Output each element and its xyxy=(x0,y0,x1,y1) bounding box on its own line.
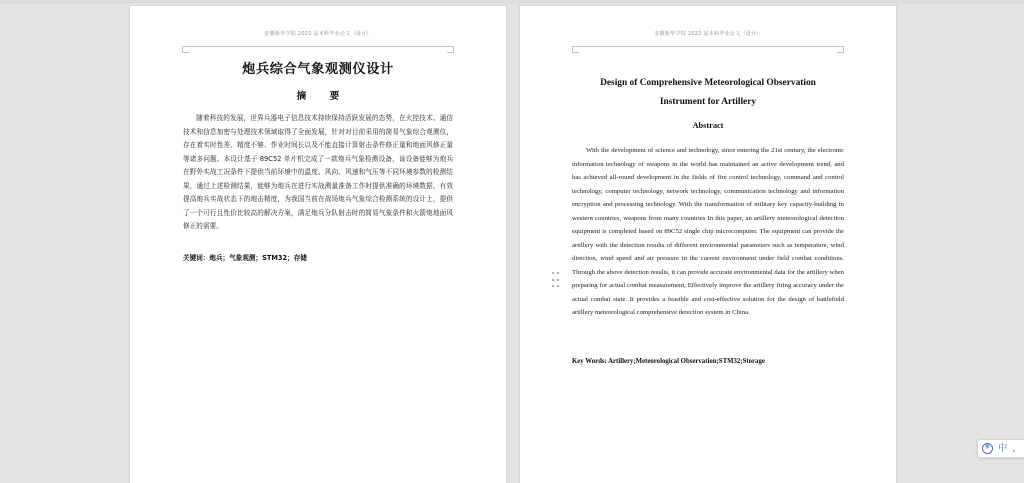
margin-corner-mark-top-left xyxy=(572,46,579,53)
grip-dot xyxy=(552,272,554,274)
page-title-chinese: 炮兵综合气象观测仪设计 xyxy=(242,62,394,77)
header-rule xyxy=(182,46,454,47)
header-rule xyxy=(572,46,844,47)
grip-dot xyxy=(552,279,554,281)
abstract-paragraph-chinese: 随着科技的发展，世界兵器电子信息技术持续保持活跃发展的态势，在火控技术、通信技术和信息加密与处理技术领域取得了全面发展，针对对目前采用的简易气象综合观测仪，存在着实时性差、精度不够、作业时间长以及不能直接计算射击条件修正量和地面风修正量等诸多问题。本设计基于 89C52 单片机完成了一款炮兵气象检测设备，该设备能够为炮兵在野外实战工况条件下提供当前环境中的温度、风向、风速和气压等不同环境参数的检测结果，通过上述检测结果，能够为炮兵在进行实战测量准备工作时提供准确的环境数据，有效提高炮兵实战状态下的炮击精度，为我国当前在战场炮兵气象综合检测系统的设计上，提供了一个可行且性价比较高的解决方案，满足炮兵分队射击时的简易气象条件和火箭炮地面风修正的需要。 xyxy=(183,114,453,231)
ime-floating-bar[interactable] xyxy=(977,439,1024,458)
pages-container xyxy=(0,6,1024,483)
ime-language-mode-button[interactable]: 中 xyxy=(998,442,1008,454)
viewer-top-strip xyxy=(0,0,1024,4)
grip-dot xyxy=(552,285,554,287)
page-english-abstract[interactable] xyxy=(520,6,896,483)
page-title-english-line2: Instrument for Artillery xyxy=(659,97,757,107)
abstract-body-english xyxy=(572,144,844,320)
abstract-paragraph-english: With the development of science and technology, since entering the 21st century, the electronic information technology of weapons in the world has maintained an active development trend, and has achieved all-round development in the fields of fire control technology, command and control technology, computer technology, network technology, communication technology and information encryption and processing technology. With the transformation of military key capacity-building in western countries, weapons from many countries In this paper, an artillery meteorological detection equipment is completed based on 89C52 single chip microcomputer. The equipment can provide the artillery with the detection results of different environmental parameters such as temperature, wind direction, wind speed and air pressure in the current environment under field combat conditions. Through the above detection results, it can provide accurate environmental data for the artillery when preparing for actual combat measurement, Effectively improve the artillery firing accuracy under the actual combat state. It provides a feasible and cost-effective solution for the design of battlefield artillery meteorological comprehensive detection system in China. xyxy=(572,147,844,316)
margin-corner-mark-top-right xyxy=(447,46,454,53)
margin-corner-mark-top-left xyxy=(182,46,189,53)
grip-dot xyxy=(557,272,559,274)
page-title-english xyxy=(568,74,848,112)
abstract-body-chinese xyxy=(183,112,453,234)
running-header: 安徽新华学院 2022 届本科毕业论文（设计） xyxy=(654,31,762,37)
margin-corner-mark-top-right xyxy=(837,46,844,53)
page-title-english-line1: Design of Comprehensive Meteorological Observation xyxy=(600,78,816,88)
abstract-heading-chinese: 摘 要 xyxy=(296,91,347,102)
running-header: 安徽新华学院 2022 届本科毕业论文（设计） xyxy=(264,31,372,37)
abstract-heading-english: Abstract xyxy=(692,121,724,130)
grip-dot xyxy=(557,279,559,281)
ime-punctuation-mode-button[interactable]: ， xyxy=(1012,442,1022,454)
grip-dot xyxy=(557,285,559,287)
ime-logo-icon[interactable]: 拼 xyxy=(982,443,993,454)
page-content-area xyxy=(520,6,896,483)
keywords-english: Key Words: Artillery;Meteorological Observation;STM32;Storage xyxy=(572,358,765,365)
drag-handle-grip[interactable] xyxy=(552,272,559,290)
page-content-area xyxy=(130,6,506,483)
keywords-chinese: 关键词：炮兵；气象观测；STM32；存储 xyxy=(183,254,307,262)
page-chinese-abstract[interactable] xyxy=(130,6,506,483)
